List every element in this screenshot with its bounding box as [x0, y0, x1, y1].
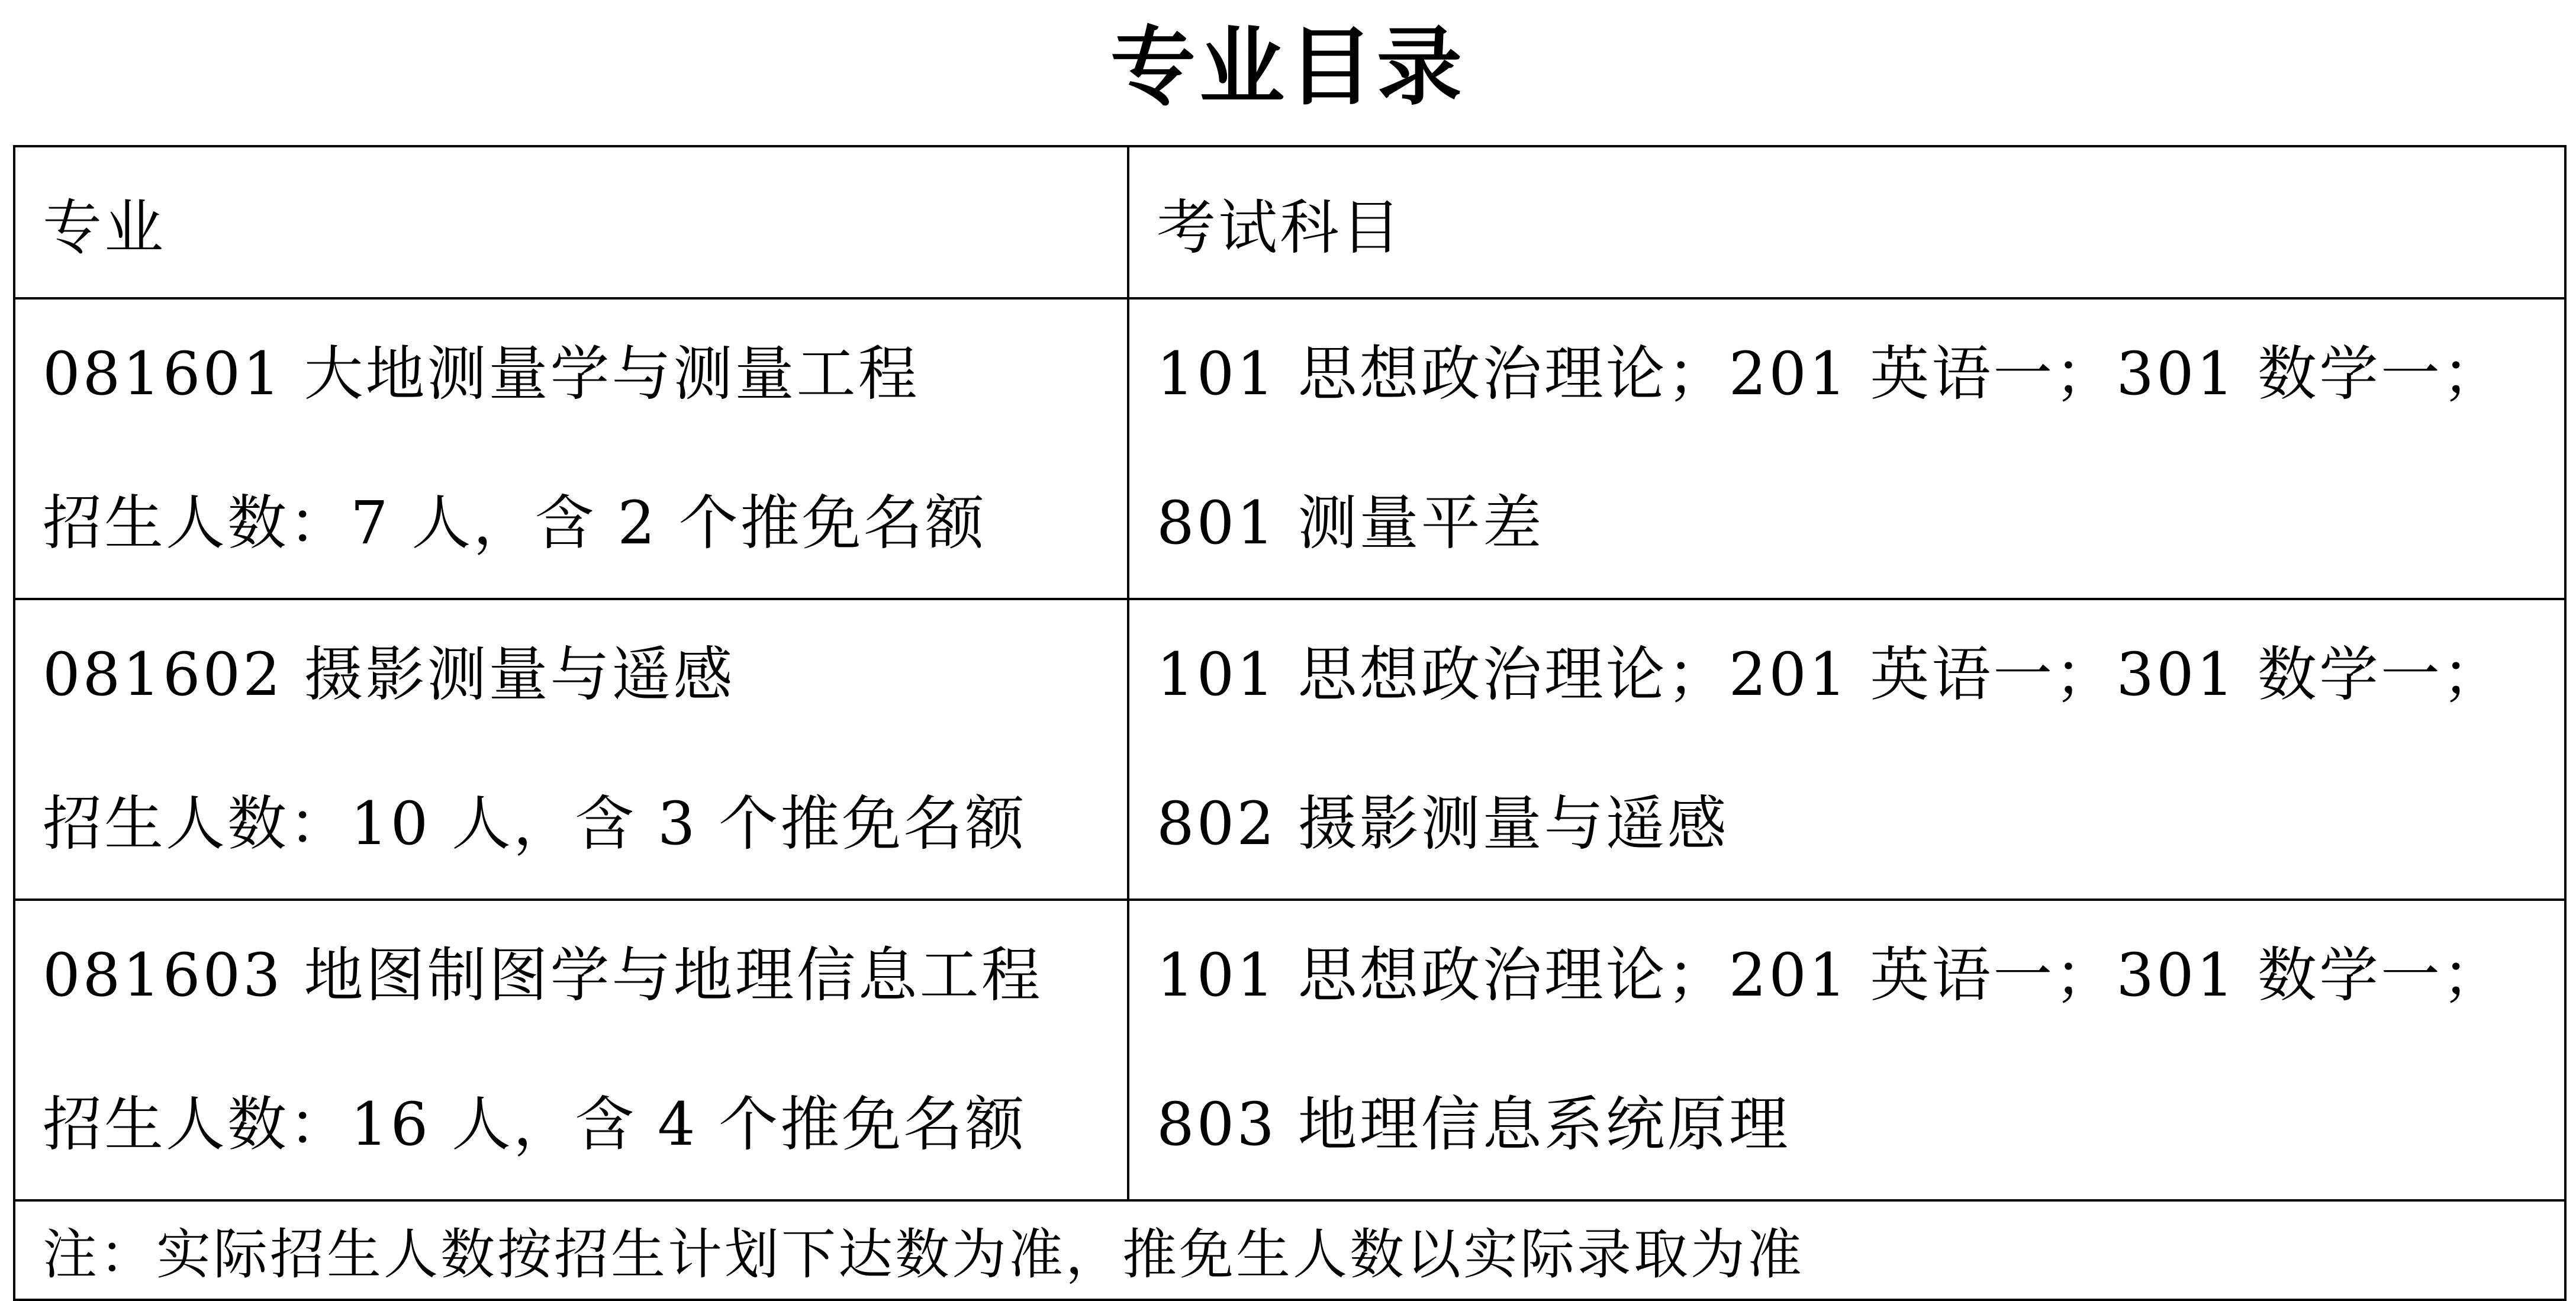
enrollment-count: 招生人数：10 人，含 3 个推免名额: [43, 789, 1027, 858]
table-row: [14, 900, 2565, 1200]
table-row: [14, 599, 2565, 900]
subjects-cell: [1128, 298, 2565, 599]
common-subjects: 101 思想政治理论；201 英语一；301 数学一；: [1157, 339, 2504, 408]
major-name: 081601 大地测量学与测量工程: [43, 339, 920, 408]
common-subjects: 101 思想政治理论；201 英语一；301 数学一；: [1157, 941, 2504, 1010]
major-cell: [14, 900, 1128, 1200]
footnote: 注：实际招生人数按招生计划下达数为准，推免生人数以实际录取为准: [14, 1200, 2565, 1300]
note-row: [14, 1200, 2565, 1300]
subjects-cell: [1128, 599, 2565, 900]
header-exam-subjects: 考试科目: [1128, 146, 2565, 298]
major-catalog-table: [13, 145, 2567, 1301]
table-row: [14, 298, 2565, 599]
major-cell: [14, 599, 1128, 900]
major-name: 081603 地图制图学与地理信息工程: [43, 941, 1043, 1010]
common-subjects: 101 思想政治理论；201 英语一；301 数学一；: [1157, 640, 2504, 709]
major-cell: [14, 298, 1128, 599]
specialized-subject: 801 测量平差: [1157, 488, 1544, 558]
enrollment-count: 招生人数：7 人，含 2 个推免名额: [43, 488, 987, 558]
table-header-row: [14, 146, 2565, 298]
specialized-subject: 803 地理信息系统原理: [1157, 1090, 1791, 1159]
header-major: 专业: [14, 146, 1128, 298]
major-name: 081602 摄影测量与遥感: [43, 640, 735, 709]
page-title: 专业目录: [1110, 17, 1466, 117]
subjects-cell: [1128, 900, 2565, 1200]
specialized-subject: 802 摄影测量与遥感: [1157, 789, 1729, 858]
enrollment-count: 招生人数：16 人，含 4 个推免名额: [43, 1090, 1027, 1159]
